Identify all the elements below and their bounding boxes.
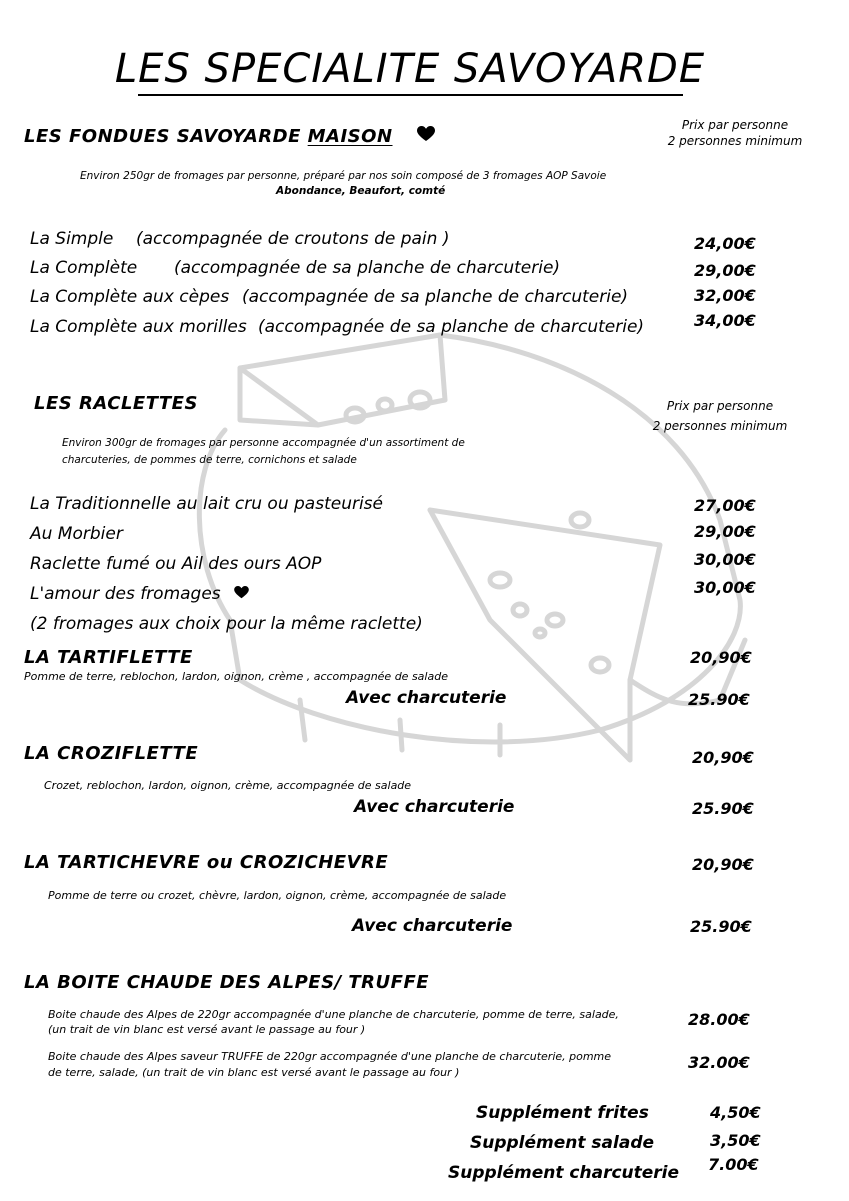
tartiflette-avec-label: Avec charcuterie — [346, 688, 507, 708]
boite-heading: LA BOITE CHAUDE DES ALPES/ TRUFFE — [24, 972, 430, 993]
heart-icon — [234, 584, 249, 604]
title-underline — [138, 94, 683, 96]
fondue-item: La Simple — [30, 229, 114, 249]
tartiflette-price: 20,90€ — [690, 648, 752, 667]
supplement-label: Supplément salade — [470, 1133, 655, 1153]
croziflette-avec-price: 25.90€ — [692, 799, 754, 818]
supplement-label: Supplément frites — [476, 1103, 649, 1123]
boite-item1-line2: (un trait de vin blanc est versé avant le passage au four ) — [48, 1023, 366, 1036]
supplement-price: 7.00€ — [708, 1155, 759, 1174]
fondue-item-price: 32,00€ — [694, 286, 756, 305]
raclette-item-price: 30,00€ — [694, 550, 756, 569]
raclettes-price-note — [645, 398, 795, 434]
page-title: LES SPECIALITE SAVOYARDE — [114, 46, 706, 92]
raclettes-min-persons: 2 personnes minimum — [652, 419, 788, 433]
tartiflette-desc: Pomme de terre, reblochon, lardon, oignon, crème , accompagnée de salade — [24, 670, 448, 683]
fondue-item-detail: (accompagnée de sa planche de charcuterie) — [242, 287, 629, 307]
fondue-item-detail: (accompagnée de sa planche de charcuterie) — [174, 258, 561, 278]
croziflette-desc: Crozet, reblochon, lardon, oignon, crème, accompagnée de salade — [44, 779, 412, 792]
raclette-choice-note: (2 fromages aux choix pour la même raclette) — [30, 614, 423, 634]
raclette-item-price: 27,00€ — [694, 496, 756, 515]
fondues-note: Environ 250gr de fromages par personne, préparé par nos soin composé de 3 fromages AOP Savoie — [80, 170, 607, 182]
raclette-item: Au Morbier — [30, 524, 123, 544]
fondue-item-detail: (accompagnée de croutons de pain ) — [136, 229, 450, 249]
tartichevre-heading: LA TARTICHEVRE ou CROZICHEVRE — [24, 852, 389, 873]
tartiflette-heading: LA TARTIFLETTE — [24, 647, 193, 668]
tartichevre-avec-price: 25.90€ — [690, 917, 752, 936]
heart-icon — [417, 126, 435, 147]
fondue-item: La Complète aux cèpes — [30, 287, 230, 307]
fondue-item-price: 24,00€ — [694, 234, 756, 253]
raclettes-note-line1: Environ 300gr de fromages par personne accompagnée d'un assortiment de — [62, 437, 465, 449]
croziflette-avec-label: Avec charcuterie — [354, 797, 515, 817]
fondues-title: LES FONDUES SAVOYARDE — [24, 126, 308, 147]
raclettes-per-person: Prix par personne — [666, 399, 774, 413]
croziflette-price: 20,90€ — [692, 748, 754, 767]
raclettes-heading: LES RACLETTES — [34, 393, 198, 414]
raclette-item: L'amour des fromages — [30, 584, 249, 604]
boite-item2-price: 32.00€ — [688, 1053, 750, 1072]
tartichevre-price: 20,90€ — [692, 855, 754, 874]
tartiflette-avec-price: 25.90€ — [688, 690, 750, 709]
fondues-min-persons: 2 personnes minimum — [667, 134, 803, 148]
fondue-item-price: 29,00€ — [694, 261, 756, 280]
raclette-item: La Traditionnelle au lait cru ou pasteurisé — [30, 494, 383, 514]
raclette-item-price: 29,00€ — [694, 522, 756, 541]
raclette-item: Raclette fumé ou Ail des ours AOP — [30, 554, 322, 574]
supplement-price: 4,50€ — [710, 1103, 761, 1122]
fondues-title-maison: MAISON — [307, 126, 393, 147]
fondues-per-person: Prix par personne — [681, 118, 789, 132]
croziflette-heading: LA CROZIFLETTE — [24, 743, 199, 764]
boite-item1-price: 28.00€ — [688, 1010, 750, 1029]
fondues-heading — [24, 126, 435, 147]
fondues-price-note — [660, 117, 810, 149]
fondue-item-detail: (accompagnée de sa planche de charcuterie) — [258, 317, 645, 337]
tartichevre-desc: Pomme de terre ou crozet, chèvre, lardon, oignon, crème, accompagnée de salade — [48, 889, 507, 902]
boite-item1-line1: Boite chaude des Alpes de 220gr accompagnée d'une planche de charcuterie, pomme de terre, salade, — [48, 1008, 619, 1021]
fondue-item-price: 34,00€ — [694, 311, 756, 330]
supplement-label: Supplément charcuterie — [448, 1163, 680, 1183]
supplement-price: 3,50€ — [710, 1131, 761, 1150]
tartichevre-avec-label: Avec charcuterie — [352, 916, 513, 936]
fondue-item: La Complète — [30, 258, 138, 278]
fondues-cheeses: Abondance, Beaufort, comté — [276, 185, 446, 197]
raclette-item-price: 30,00€ — [694, 578, 756, 597]
raclettes-note-line2: charcuteries, de pommes de terre, cornichons et salade — [62, 454, 357, 466]
boite-item2-line2: de terre, salade, (un trait de vin blanc est versé avant le passage au four ) — [48, 1066, 460, 1079]
fondue-item: La Complète aux morilles — [30, 317, 247, 337]
boite-item2-line1: Boite chaude des Alpes saveur TRUFFE de 220gr accompagnée d'une planche de charcuterie, pomme — [48, 1050, 612, 1063]
